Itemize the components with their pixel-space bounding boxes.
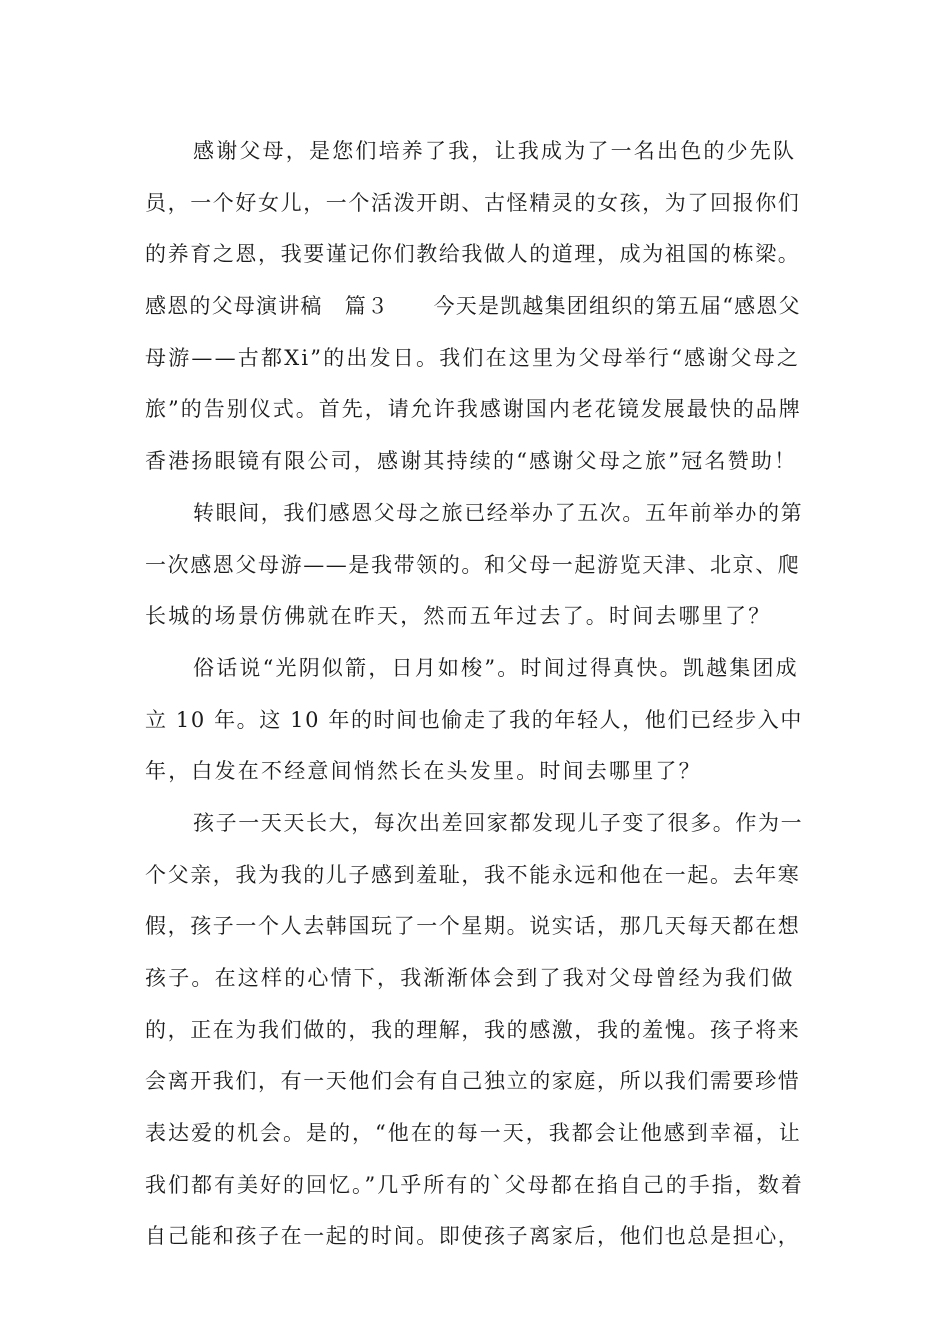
text-line: 转眼间，我们感恩父母之旅已经举办了五次。五年前举办的第	[193, 500, 804, 525]
text-line: 表达爱的机会。是的，“他在的每一天，我都会让他感到幸福，让	[145, 1121, 802, 1146]
document-body	[145, 126, 805, 1263]
text-line: 旅”的告别仪式。首先，请允许我感谢国内老花镜发展最快的品牌	[145, 397, 802, 422]
text-line: 一次感恩父母游——是我带领的。和父母一起游览天津、北京、爬	[145, 552, 801, 577]
text-line: 个父亲，我为我的儿子感到羞耻，我不能永远和他在一起。去年寒	[145, 862, 801, 887]
text-line: 的养育之恩，我要谨记你们教给我做人的道理，成为祖国的栋梁。	[145, 242, 801, 267]
text-line: 感谢父母，是您们培养了我，让我成为了一名出色的少先队	[193, 139, 797, 163]
text-line: 孩子。在这样的心情下，我渐渐体会到了我对父母曾经为我们做	[145, 966, 795, 990]
text-line: 会离开我们，有一天他们会有自己独立的家庭，所以我们需要珍惜	[145, 1069, 801, 1094]
text-line: 母游——古都Xi”的出发日。我们在这里为父母举行“感谢父母之	[145, 345, 801, 370]
text-line: 俗话说“光阴似箭，日月如梭”。时间过得真快。凯越集团成	[193, 655, 799, 680]
text-line: 我们都有美好的回忆。”几乎所有的`父母都在掐自己的手指，数着	[145, 1172, 804, 1197]
text-line: 自己能和孩子在一起的时间。即使孩子离家后，他们也总是担心，	[145, 1224, 801, 1249]
text-line: 长城的场景仿佛就在昨天，然而五年过去了。时间去哪里了？	[145, 604, 772, 629]
text-line: 员，一个好女儿，一个活泼开朗、古怪精灵的女孩，为了回报你们	[145, 190, 801, 215]
text-line: 孩子一天天长大，每次出差回家都发现儿子变了很多。作为一	[193, 810, 804, 835]
text-line: 香港扬眼镜有限公司，感谢其持续的“感谢父母之旅”冠名赞助！	[145, 449, 798, 474]
text-line: 假，孩子一个人去韩国玩了一个星期。说实话，那几天每天都在想	[145, 914, 801, 939]
text-line: 年，白发在不经意间悄然长在头发里。时间去哪里了？	[145, 759, 702, 784]
text-line: 的，正在为我们做的，我的理解，我的感激，我的羞愧。孩子将来	[145, 1017, 801, 1042]
text-line: 立 10 年。这 10 年的时间也偷走了我的年轻人，他们已经步入中	[145, 707, 803, 732]
section-heading-line: 感恩的父母演讲稿 篇３ 今天是凯越集团组织的第五届“感恩父	[145, 294, 801, 319]
